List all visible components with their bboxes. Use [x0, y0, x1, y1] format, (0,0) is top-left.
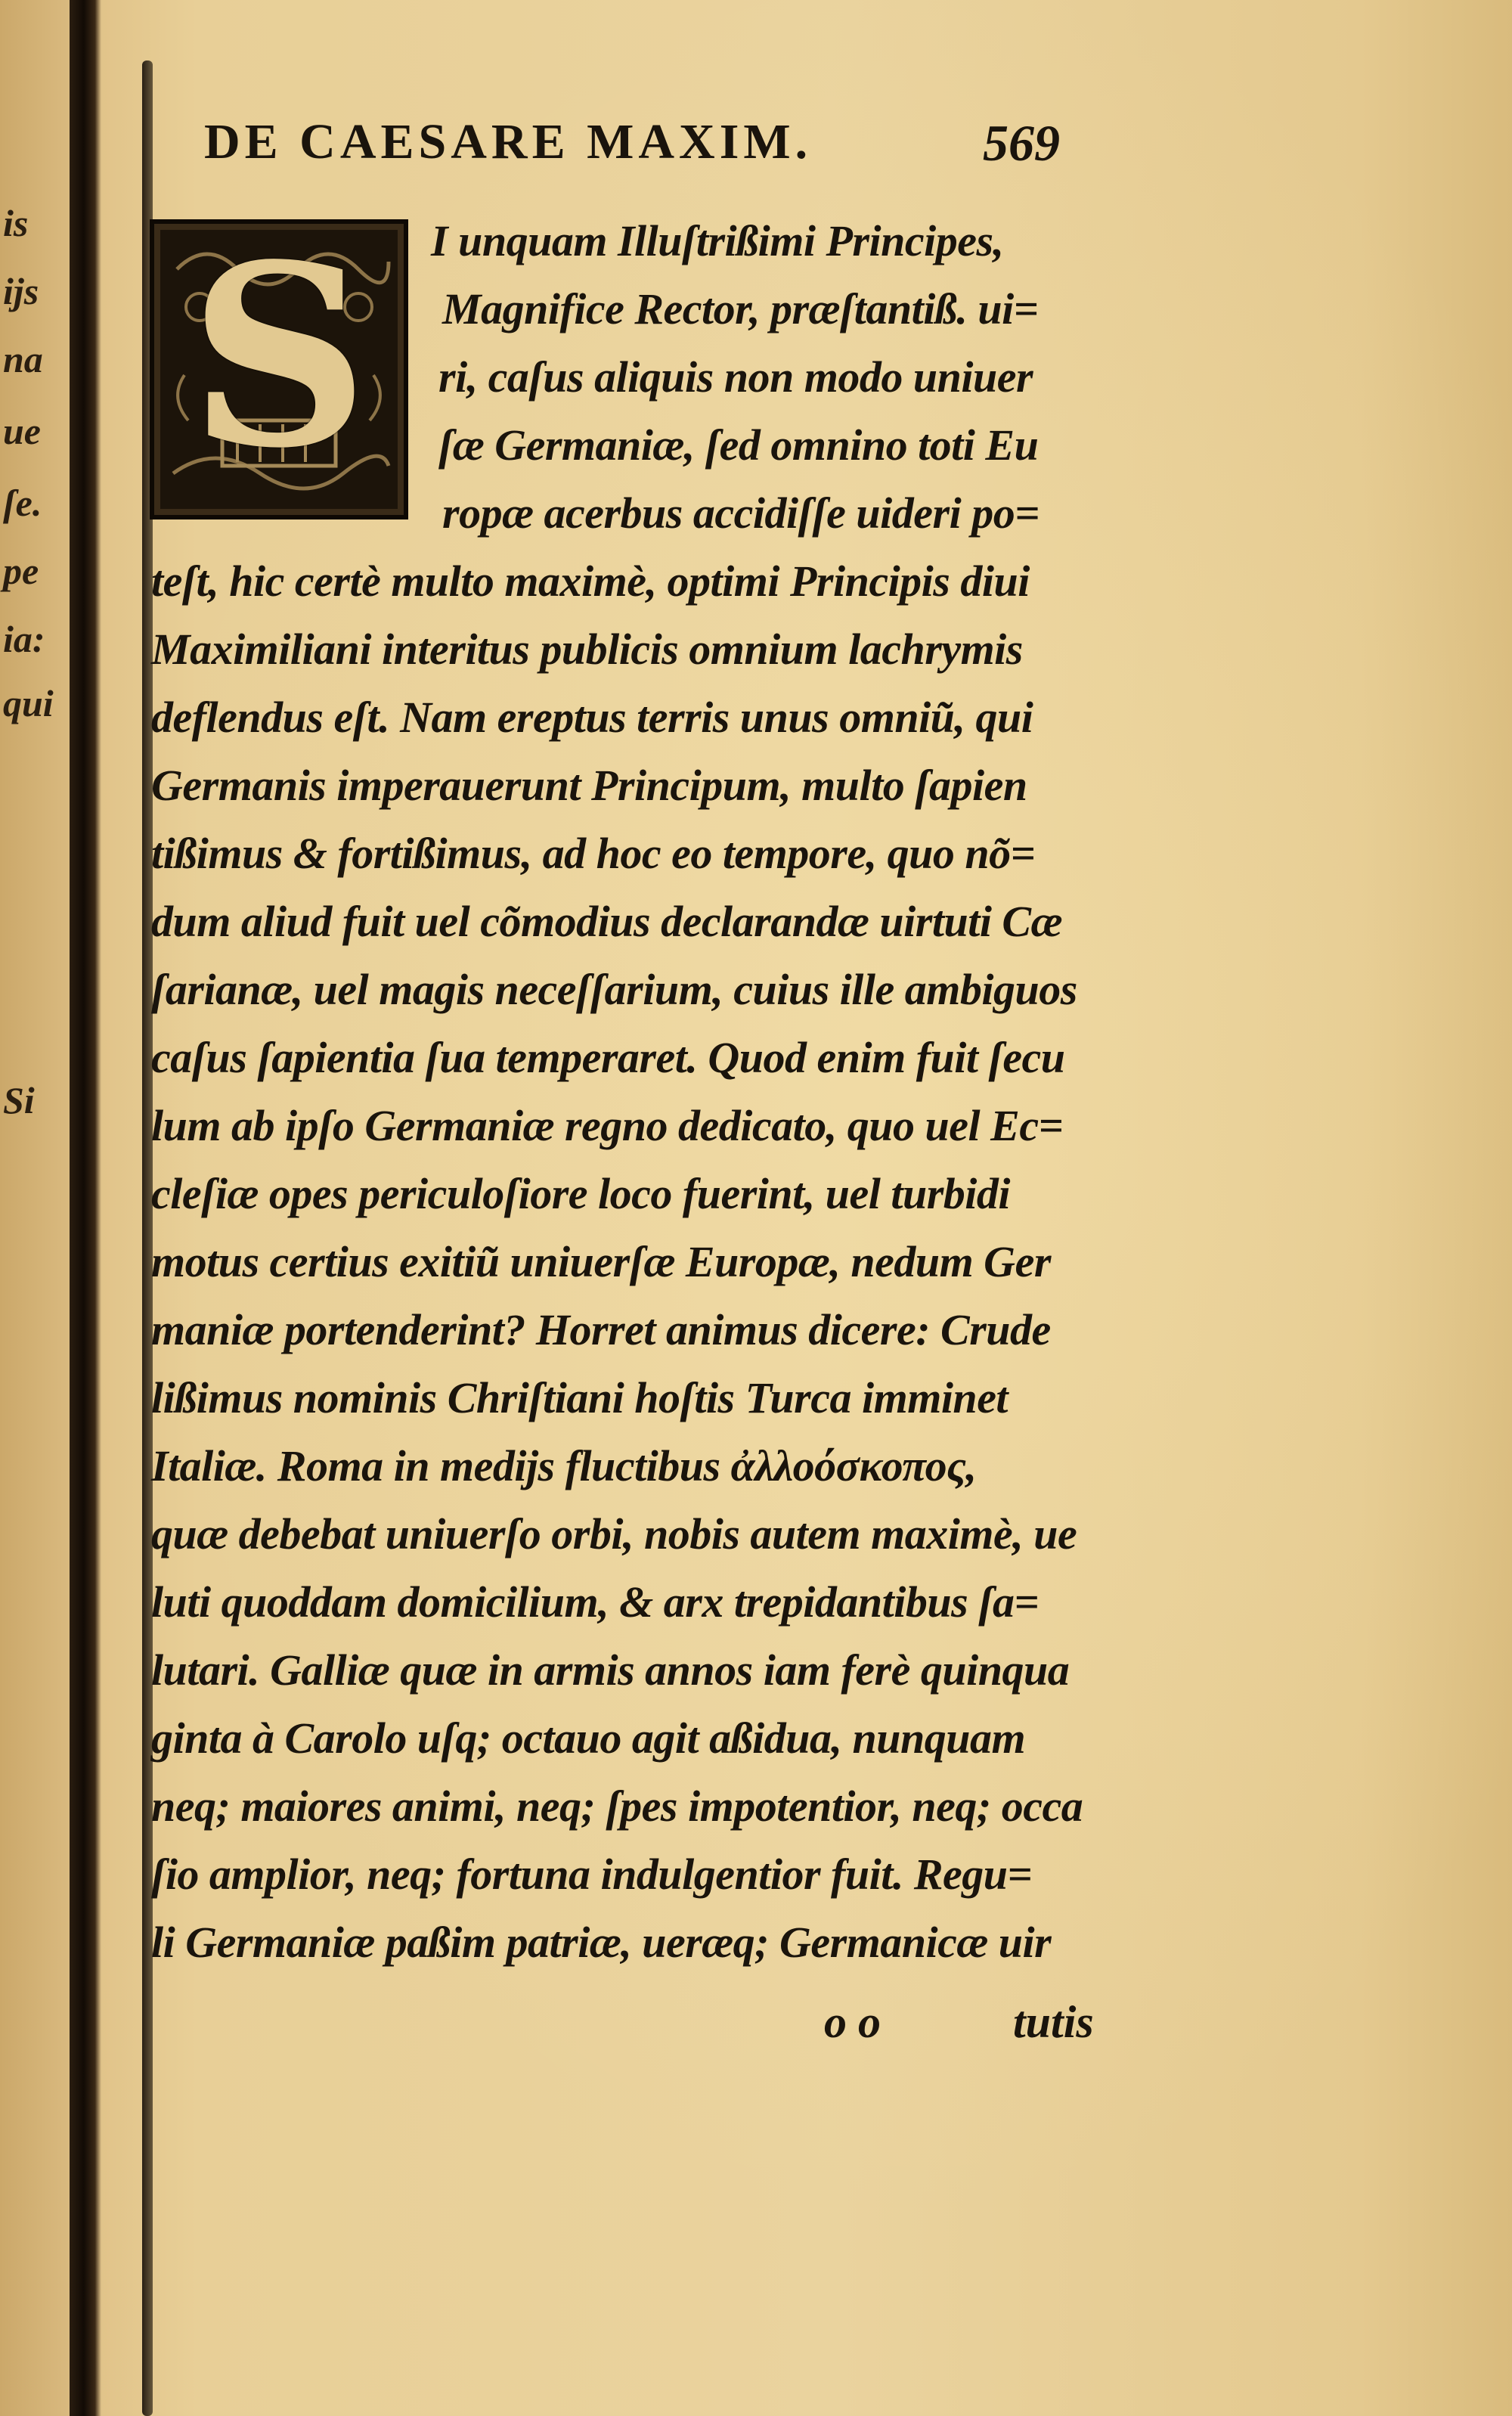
text-line: Germanis imperauerunt Principum, multo ſapien: [151, 761, 1027, 810]
text-line: ſio amplior, neq; fortuna indulgentior fuit. Regu=: [151, 1850, 1033, 1899]
text-line: lißimus nominis Chriſtiani hoſtis Turca imminet: [151, 1373, 1009, 1422]
margin-fragment: ue: [3, 410, 41, 452]
margin-fragment: ijs: [3, 270, 39, 312]
text-line: lutari. Galliæ quæ in armis annos iam ferè quinqua: [151, 1645, 1070, 1695]
text-line: Maximiliani interitus publicis omnium lachrymis: [151, 625, 1023, 674]
text-line: ſæ Germaniæ, ſed omnino toti Eu: [438, 420, 1039, 470]
text-line: quæ debebat uniuerſo orbi, nobis autem maximè, ue: [151, 1509, 1077, 1558]
book-gutter: [70, 0, 101, 2416]
catchword: tutis: [1013, 1997, 1094, 2047]
text-line: cleſiæ opes periculoſiore loco fuerint, uel turbidi: [151, 1169, 1011, 1218]
text-line: Italiæ. Roma in medijs fluctibus ἀλλοόσκοπος,: [151, 1441, 977, 1490]
initial-letter: S: [188, 209, 370, 503]
text-line: teſt, hic certè multo maximè, optimi Principis diui: [151, 557, 1030, 606]
signature-mark: o o: [824, 1997, 881, 2047]
margin-fragment: qui: [3, 682, 54, 724]
margin-fragment: ſe.: [3, 482, 42, 524]
margin-fragment: pe: [3, 550, 39, 592]
margin-fragment: Si: [3, 1079, 35, 1121]
text-line: caſus ſapientia ſua temperaret. Quod enim fuit ſecu: [151, 1033, 1065, 1082]
text-line: I unquam Illuſtrißimi Principes,: [431, 216, 1004, 265]
text-line: ri, caſus aliquis non modo uniuer: [438, 352, 1033, 402]
text-line: dum aliud fuit uel cõmodius declarandæ uirtuti Cæ: [151, 897, 1062, 946]
margin-fragment: na: [3, 338, 43, 380]
text-line: li Germaniæ paßim patriæ, ueræq; Germanicæ uir: [151, 1918, 1052, 1967]
text-line: Magnifice Rector, præſtantiß. ui=: [442, 284, 1039, 333]
running-head: DE CAESARE MAXIM.: [204, 114, 813, 169]
page-number: 569: [983, 114, 1060, 172]
margin-fragment: is: [3, 202, 29, 244]
text-line: luti quoddam domicilium, & arx trepidantibus ſa=: [151, 1577, 1040, 1627]
text-line: tißimus & fortißimus, ad hoc eo tempore, quo nõ=: [151, 829, 1036, 878]
text-line: ſarianæ, uel magis neceſſarium, cuius ille ambiguos: [151, 965, 1077, 1014]
text-line: motus certius exitiũ uniuerſæ Europæ, nedum Ger: [151, 1237, 1051, 1286]
text-line: lum ab ipſo Germaniæ regno dedicato, quo uel Ec=: [151, 1101, 1064, 1150]
text-line: maniæ portenderint? Horret animus dicere: Crude: [151, 1305, 1051, 1354]
margin-fragment: ia:: [3, 618, 45, 660]
text-line: ropæ acerbus accidiſſe uideri po=: [442, 488, 1040, 538]
text-line: deflendus eſt. Nam ereptus terris unus omniũ, qui: [151, 693, 1033, 742]
text-line: neq; maiores animi, neq; ſpes impotentior, neq; occa: [151, 1782, 1083, 1831]
text-line: ginta à Carolo uſq; octauo agit aßidua, nunquam: [151, 1714, 1026, 1763]
decorated-initial: [150, 209, 408, 519]
